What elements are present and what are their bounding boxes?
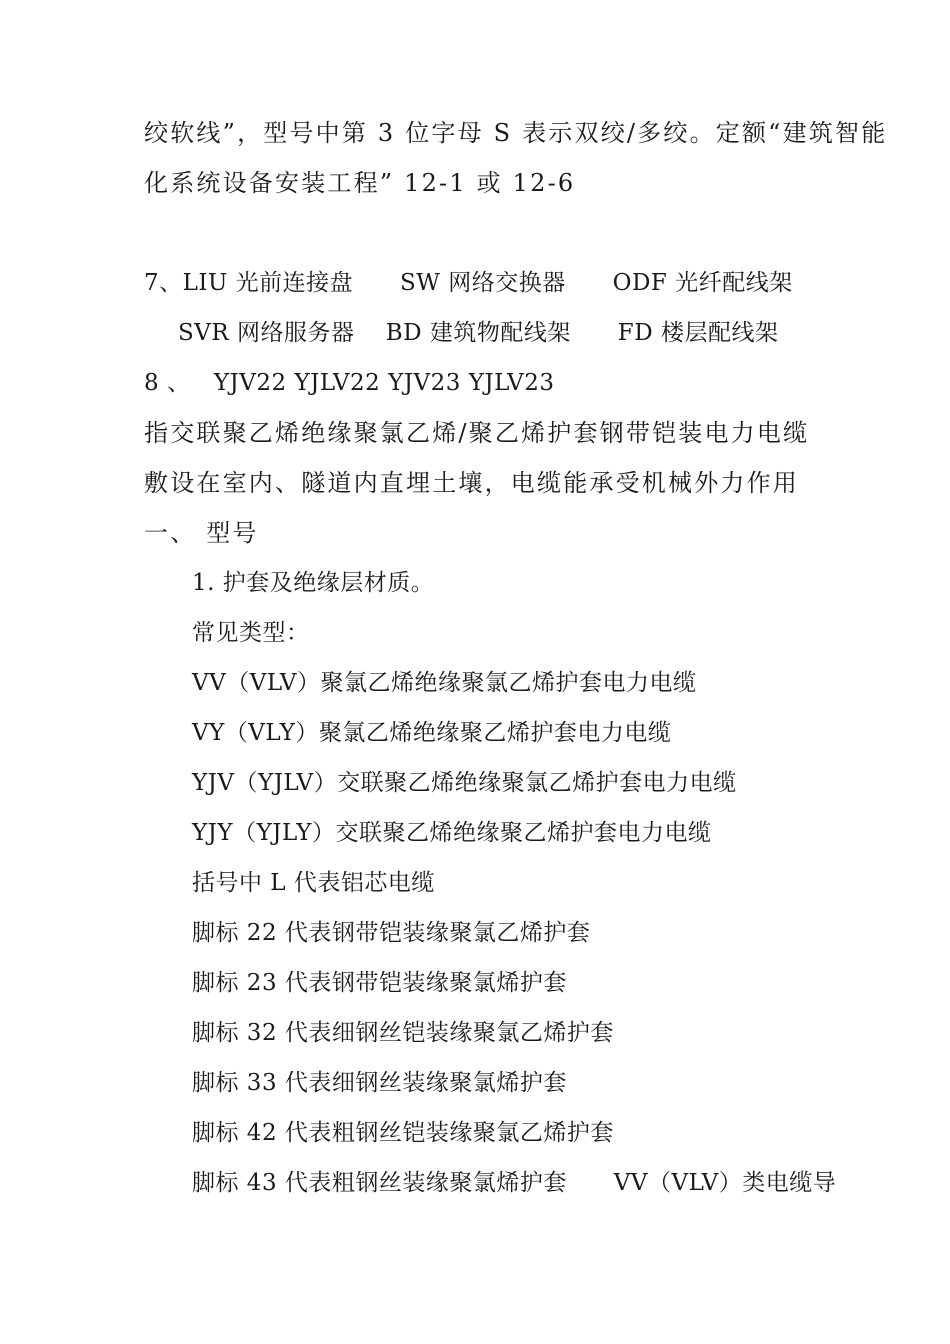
text-line: VY（VLY）聚氯乙烯绝缘聚乙烯护套电力电缆 — [192, 720, 672, 746]
text-line: YJV（YJLV）交联聚乙烯绝缘聚氯乙烯护套电力电缆 — [192, 770, 737, 796]
text-line: 常见类型： — [192, 620, 310, 646]
text-line: 7、LIU 光前连接盘 SW 网络交换器 ODF 光纤配线架 — [144, 270, 793, 296]
text-line: YJY（YJLY）交联聚乙烯绝缘聚乙烯护套电力电缆 — [192, 820, 712, 846]
section-heading: 一、 型号 — [144, 519, 259, 547]
text-line: 脚标 33 代表细钢丝装缘聚氯烯护套 — [192, 1070, 567, 1096]
text-line: 括号中 L 代表铝芯电缆 — [192, 870, 435, 896]
text-line: 脚标 23 代表钢带铠装缘聚氯烯护套 — [192, 970, 567, 996]
text-line: 敷设在室内、隧道内直埋土壤，电缆能承受机械外力作用 — [144, 469, 799, 497]
text-line: 脚标 22 代表钢带铠装缘聚氯乙烯护套 — [192, 920, 591, 946]
text-line: 脚标 32 代表细钢丝铠装缘聚氯乙烯护套 — [192, 1020, 614, 1046]
text-line: VV（VLV）聚氯乙烯绝缘聚氯乙烯护套电力电缆 — [192, 670, 697, 696]
text-line: 脚标 42 代表粗钢丝铠装缘聚氯乙烯护套 — [192, 1120, 614, 1146]
text-line: SVR 网络服务器 BD 建筑物配线架 FD 楼层配线架 — [178, 320, 779, 346]
text-line: 绞软线”，型号中第 3 位字母 S 表示双绞/多绞。定额“建筑智能 — [144, 119, 888, 147]
text-line: 脚标 43 代表粗钢丝装缘聚氯烯护套 VV（VLV）类电缆导 — [192, 1170, 837, 1196]
text-line: 1. 护套及绝缘层材质。 — [192, 570, 435, 596]
text-line: 化系统设备安装工程” 12-1 或 12-6 — [144, 169, 576, 197]
text-line: 8 、 YJV22 YJLV22 YJV23 YJLV23 — [144, 370, 555, 396]
text-line: 指交联聚乙烯绝缘聚氯乙烯/聚乙烯护套钢带铠装电力电缆 — [144, 419, 810, 447]
